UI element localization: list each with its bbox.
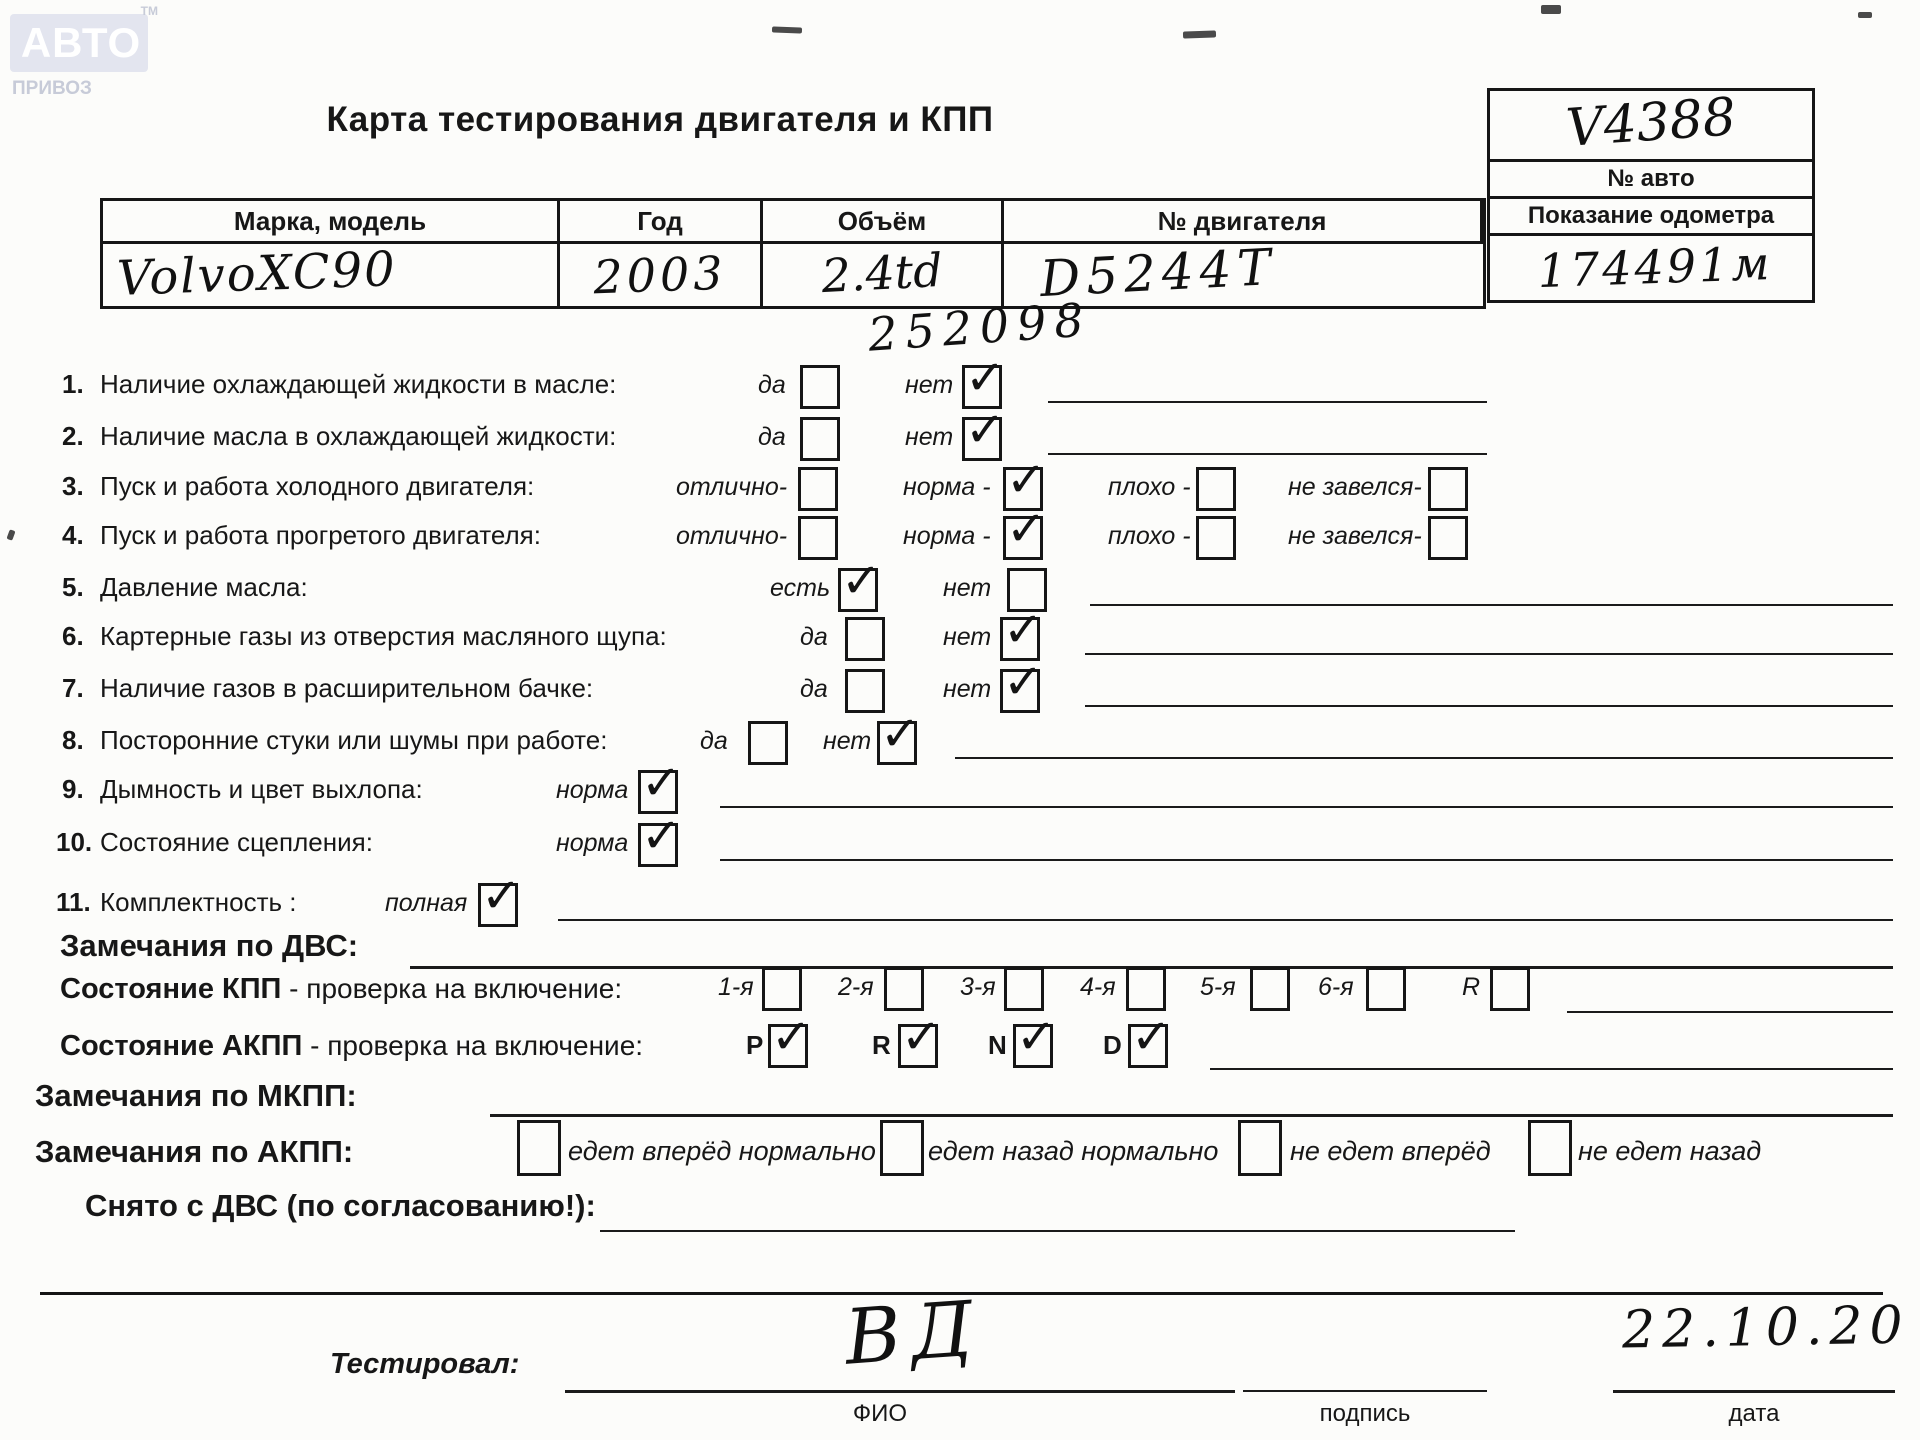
akpp-label-rest: - проверка на включение:: [302, 1030, 644, 1061]
gear-checkbox-4: [1126, 967, 1166, 1011]
mkpp-notes-label: Замечания по МКПП:: [35, 1078, 357, 1113]
akpp-option-label-1: едет вперёд нормально: [568, 1136, 876, 1166]
item-label: Картерные газы из отверстия масляного щупа:: [100, 621, 667, 651]
year-handwritten: 2003: [592, 245, 728, 305]
blank-line: [1085, 705, 1893, 707]
checklist-row-3: [0, 465, 1920, 511]
item-number: 9.: [62, 774, 84, 804]
akpp-options-row: [0, 1128, 1920, 1184]
option-label-da: да: [800, 675, 828, 703]
akpp-option-checkbox-2: [880, 1120, 924, 1176]
gear-label-3: 3-я: [960, 973, 996, 1001]
gear-checkbox-6: [1366, 967, 1406, 1011]
odometer-label: Показание одометра: [1490, 199, 1812, 236]
akpp-option-checkbox-3: [1238, 1120, 1282, 1176]
item-label: Пуск и работа холодного двигателя:: [100, 471, 535, 501]
removed-from-engine-line: [600, 1230, 1515, 1232]
engine-number-handwritten: D5244T: [1038, 237, 1279, 309]
gear-label-4: 4-я: [1080, 973, 1116, 1001]
akpp-gear-label-r: R: [872, 1030, 891, 1060]
header-make: Марка, модель: [103, 201, 560, 244]
fio-line: [565, 1390, 1235, 1393]
gear-checkbox-r: [1490, 967, 1530, 1011]
option-label-ne-zavelsya: не завелся-: [1288, 522, 1422, 550]
checkbox-otlichno: [798, 516, 838, 560]
blank-line: [1048, 401, 1487, 403]
blank-line: [1048, 453, 1487, 455]
gear-checkbox-1: [762, 967, 802, 1011]
blank-line: [1085, 653, 1893, 655]
checkbox-norma: [638, 823, 678, 867]
item-number: 7.: [62, 673, 84, 703]
option-label-da: да: [758, 371, 786, 399]
volume-handwritten: 2.4td: [820, 242, 944, 304]
item-number: 5.: [62, 572, 84, 602]
header-year: Год: [560, 201, 763, 244]
car-id-box: [1487, 88, 1815, 303]
avtoprivoz-logo: [10, 4, 158, 100]
option-label-otlichno: отлично-: [676, 473, 788, 501]
akpp-option-checkbox-1: [517, 1120, 561, 1176]
option-label-net: нет: [943, 623, 992, 651]
engine-number-extra-handwritten: 252098: [866, 292, 1094, 362]
akpp-notes-label: Замечания по АКПП:: [35, 1134, 354, 1169]
mkpp-notes-line: [490, 1114, 1893, 1117]
date-label: дата: [1728, 1400, 1780, 1427]
signature-label: подпись: [1319, 1400, 1411, 1427]
gear-checkbox-2: [884, 967, 924, 1011]
gear-label-1: 1-я: [718, 973, 754, 1001]
checkbox-da: [748, 721, 788, 765]
blank-line: [1567, 1011, 1893, 1013]
checklist-row-6: [0, 615, 1920, 661]
odometer-cell: [1490, 236, 1812, 300]
option-label-plokho: плохо -: [1108, 522, 1191, 550]
blank-line: [558, 919, 1893, 921]
logo-text-privoz: ПРИВОЗ: [12, 78, 92, 99]
scan-artifact: [1183, 30, 1216, 38]
checkbox-net: [877, 721, 917, 765]
checklist-row-8: [0, 719, 1920, 765]
checkbox-da: [845, 617, 885, 661]
gear-label-5: 5-я: [1200, 973, 1236, 1001]
akpp-row: [0, 1022, 1920, 1072]
checklist-row-9: [0, 768, 1920, 814]
akpp-gear-label-p: P: [746, 1030, 764, 1060]
option-label-da: да: [800, 623, 828, 651]
kpp-label-bold: Состояние КПП: [60, 973, 282, 1005]
cell-make: [103, 241, 560, 307]
signature-line: [1243, 1390, 1487, 1392]
checkbox-norma: [1003, 516, 1043, 560]
blank-line: [720, 806, 1893, 808]
logo-text-avto: АВТО: [20, 19, 142, 66]
item-number: 8.: [62, 725, 84, 755]
checkbox-net: [1000, 669, 1040, 713]
dvs-notes-label: Замечания по ДВС:: [60, 928, 359, 963]
cell-volume: [763, 244, 1004, 306]
akpp-gear-checkbox-p: [768, 1024, 808, 1068]
option-label-polnaya: полная: [385, 889, 468, 917]
scan-artifact: [1858, 12, 1872, 18]
checklist-row-4: [0, 514, 1920, 560]
item-number: 10.: [56, 827, 93, 857]
item-label: Давление масла:: [100, 572, 308, 602]
akpp-option-label-3: не едет вперёд: [1290, 1136, 1491, 1166]
option-label-norma: норма -: [903, 473, 991, 501]
car-number-handwritten: V4388: [1564, 87, 1738, 159]
option-label-net: нет: [905, 423, 954, 451]
option-label-da: да: [758, 423, 786, 451]
item-number: 1.: [62, 369, 84, 399]
akpp-gear-checkbox-d: [1128, 1024, 1168, 1068]
akpp-option-checkbox-4: [1528, 1120, 1572, 1176]
kpp-label-rest: - проверка на включение:: [281, 973, 623, 1004]
checkbox-otlichno: [798, 467, 838, 511]
checkbox-net: [962, 417, 1002, 461]
checkbox-polnaya: [478, 883, 518, 927]
cell-year: [560, 244, 763, 306]
checkbox-ne-zavelsya: [1428, 516, 1468, 560]
tester-signature-handwritten: ВД: [842, 1283, 986, 1382]
make-handwritten: VolvoXC90: [116, 241, 398, 307]
akpp-option-label-2: едет назад нормально: [928, 1136, 1219, 1166]
item-number: 3.: [62, 471, 84, 501]
gear-label-2: 2-я: [838, 973, 874, 1001]
akpp-label: [60, 1030, 643, 1063]
option-label-est: есть: [770, 574, 831, 602]
date-line: [1613, 1390, 1895, 1393]
checkbox-plokho: [1196, 467, 1236, 511]
option-label-net: нет: [823, 727, 872, 755]
item-label: Наличие газов в расширительном бачке:: [100, 673, 594, 703]
akpp-option-label-4: не едет назад: [1578, 1136, 1762, 1166]
checkbox-est: [838, 568, 878, 612]
option-label-net: нет: [943, 574, 992, 602]
scan-artifact: [772, 26, 802, 33]
car-number-label: № авто: [1490, 162, 1812, 199]
car-number-cell: [1490, 87, 1812, 162]
item-number: 4.: [62, 520, 84, 550]
removed-from-engine-label: Снято с ДВС (по согласованию!):: [85, 1188, 596, 1223]
akpp-gear-label-d: D: [1103, 1030, 1122, 1060]
blank-line: [955, 757, 1893, 759]
item-label: Состояние сцепления:: [100, 827, 373, 857]
gear-checkbox-5: [1250, 967, 1290, 1011]
item-label: Посторонние стуки или шумы при работе:: [100, 725, 608, 755]
checkbox-plokho: [1196, 516, 1236, 560]
checkbox-ne-zavelsya: [1428, 467, 1468, 511]
item-number: 2.: [62, 421, 84, 451]
date-handwritten: 22.10.20: [1621, 1295, 1911, 1361]
option-label-norma: норма: [556, 776, 629, 804]
checklist-row-1: [0, 363, 1920, 409]
page-title: Карта тестирования двигателя и КПП: [326, 100, 994, 139]
option-label-norma: норма -: [903, 522, 991, 550]
vehicle-table: [100, 198, 1486, 309]
checkbox-da: [800, 365, 840, 409]
blank-line: [1090, 604, 1893, 606]
scan-artifact: [1541, 5, 1561, 14]
item-label: Пуск и работа прогретого двигателя:: [100, 520, 541, 550]
item-label: Комплектность :: [100, 887, 297, 917]
option-label-net: нет: [905, 371, 954, 399]
checklist-row-7: [0, 667, 1920, 713]
option-label-norma: норма: [556, 829, 629, 857]
blank-line: [1210, 1068, 1893, 1070]
gear-checkbox-3: [1004, 967, 1044, 1011]
option-label-da: да: [700, 727, 728, 755]
logo-trademark: TM: [140, 4, 158, 18]
fio-label: ФИО: [852, 1400, 908, 1427]
option-label-otlichno: отлично-: [676, 522, 788, 550]
item-number: 11.: [56, 887, 91, 917]
kpp-label: [60, 973, 622, 1006]
akpp-gear-checkbox-n: [1013, 1024, 1053, 1068]
kpp-row: [0, 965, 1920, 1015]
gear-label-6: 6-я: [1318, 973, 1354, 1001]
option-label-plokho: плохо -: [1108, 473, 1191, 501]
checkbox-da: [845, 669, 885, 713]
checklist-row-2: [0, 415, 1920, 461]
option-label-net: нет: [943, 675, 992, 703]
akpp-gear-checkbox-r: [898, 1024, 938, 1068]
checklist-row-5: [0, 566, 1920, 612]
item-label: Наличие охлаждающей жидкости в масле:: [100, 369, 617, 399]
checklist-row-10: [0, 821, 1920, 867]
checkbox-da: [800, 417, 840, 461]
checklist-row-11: [0, 881, 1920, 927]
header-volume: Объём: [763, 201, 1004, 244]
item-label: Наличие масла в охлаждающей жидкости:: [100, 421, 617, 451]
odometer-handwritten: 174491м: [1536, 235, 1774, 299]
option-label-ne-zavelsya: не завелся-: [1288, 473, 1422, 501]
blank-line: [720, 859, 1893, 861]
akpp-gear-label-n: N: [988, 1030, 1007, 1060]
akpp-label-bold: Состояние АКПП: [60, 1030, 303, 1062]
header-engine: № двигателя: [1004, 201, 1483, 244]
tester-label: Тестировал:: [330, 1348, 520, 1380]
item-label: Дымность и цвет выхлопа:: [100, 774, 423, 804]
gear-label-r: R: [1462, 973, 1481, 1001]
item-number: 6.: [62, 621, 84, 651]
